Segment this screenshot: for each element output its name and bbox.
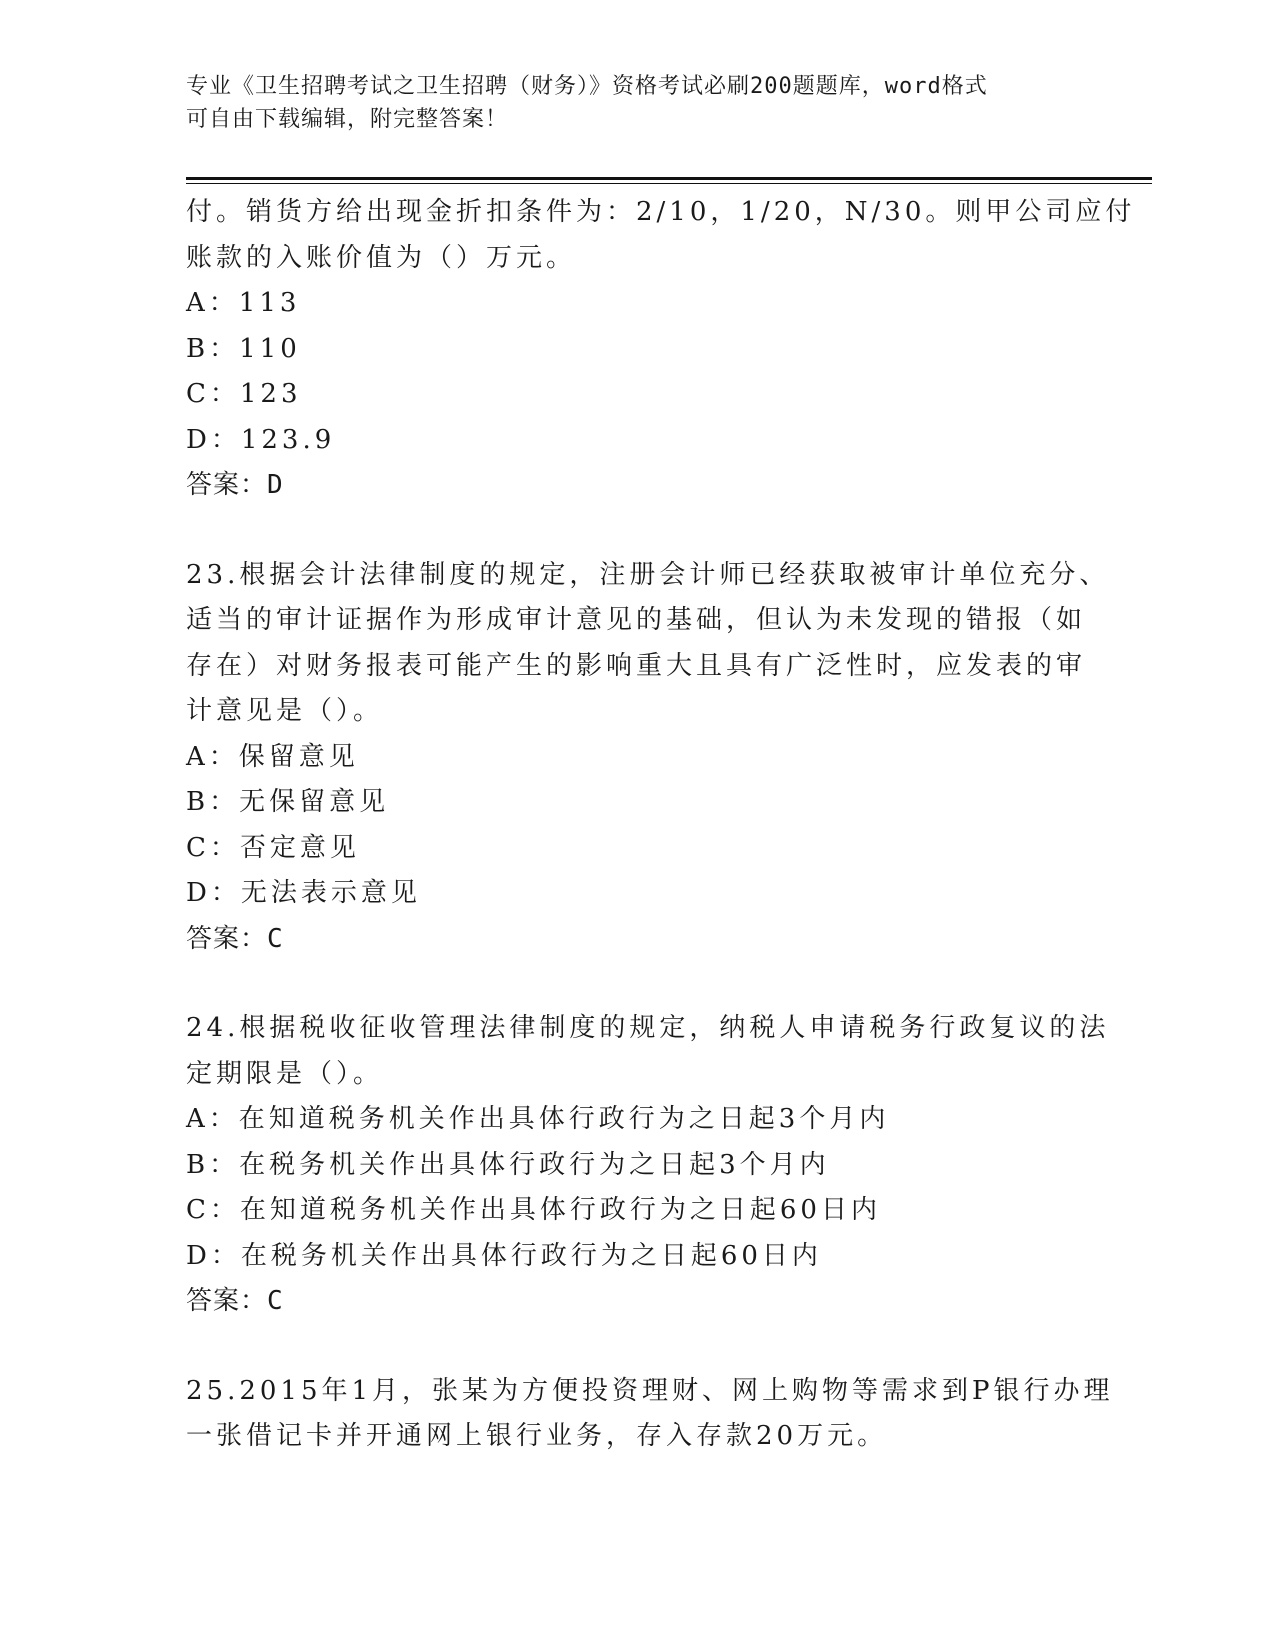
question-text-line: 付。销货方给出现金折扣条件为：2/10，1/20，N/30。则甲公司应付 [186, 197, 1136, 227]
question-23 [186, 553, 1110, 963]
question-spacer [186, 509, 1086, 553]
question-text-line: 25.2015年1月，张某为方便投资理财、网上购物等需求到P银行办理 [186, 1375, 1114, 1406]
question-text-line: 23.根据会计法律制度的规定，注册会计师已经获取被审计单位充分、 [186, 559, 1110, 590]
option-c: C：否定意见 [186, 832, 360, 863]
header-divider-thick [186, 177, 1152, 180]
document-header [186, 70, 1066, 136]
option-c: C：在知道税务机关作出具体行政行为之日起60日内 [186, 1195, 881, 1225]
answer-label: 答案：C [186, 923, 284, 954]
option-d: D：在税务机关作出具体行政行为之日起60日内 [186, 1240, 822, 1271]
question-text-line: 适当的审计证据作为形成审计意见的基础，但认为未发现的错报（如 [186, 605, 1087, 635]
question-spacer [186, 962, 1086, 1006]
option-b: B：110 [186, 333, 301, 364]
option-c: C：123 [186, 379, 302, 409]
option-a: A：保留意见 [186, 741, 359, 772]
option-b: B：无保留意见 [186, 787, 390, 817]
question-text-line: 24.根据税收征收管理法律制度的规定，纳税人申请税务行政复议的法 [186, 1013, 1110, 1043]
question-text-line: 计意见是（）。 [186, 696, 384, 726]
question-text-line: 定期限是（）。 [186, 1058, 384, 1089]
option-a: A：在知道税务机关作出具体行政行为之日起3个月内 [186, 1104, 890, 1134]
question-content [186, 190, 1136, 1460]
question-22-continuation [186, 190, 1136, 509]
option-b: B：在税务机关作出具体行政行为之日起3个月内 [186, 1149, 830, 1180]
header-line-2: 可自由下载编辑，附完整答案！ [186, 107, 509, 132]
question-spacer [186, 1325, 1086, 1369]
header-divider-thin [186, 183, 1152, 184]
question-24 [186, 1006, 1110, 1325]
answer-label: 答案：C [186, 1286, 284, 1316]
option-d: D：123.9 [186, 424, 336, 455]
question-text-line: 账款的入账价值为（）万元。 [186, 242, 577, 273]
question-25 [186, 1369, 1114, 1460]
answer-label: 答案：D [186, 470, 284, 500]
option-a: A：113 [186, 288, 301, 318]
question-text-line: 一张借记卡并开通网上银行业务，存入存款20万元。 [186, 1421, 888, 1451]
option-d: D：无法表示意见 [186, 878, 421, 908]
header-line-1: 专业《卫生招聘考试之卫生招聘（财务）》资格考试必刷200题题库，word格式 [186, 74, 988, 99]
question-text-line: 存在）对财务报表可能产生的影响重大且具有广泛性时，应发表的审 [186, 650, 1087, 681]
